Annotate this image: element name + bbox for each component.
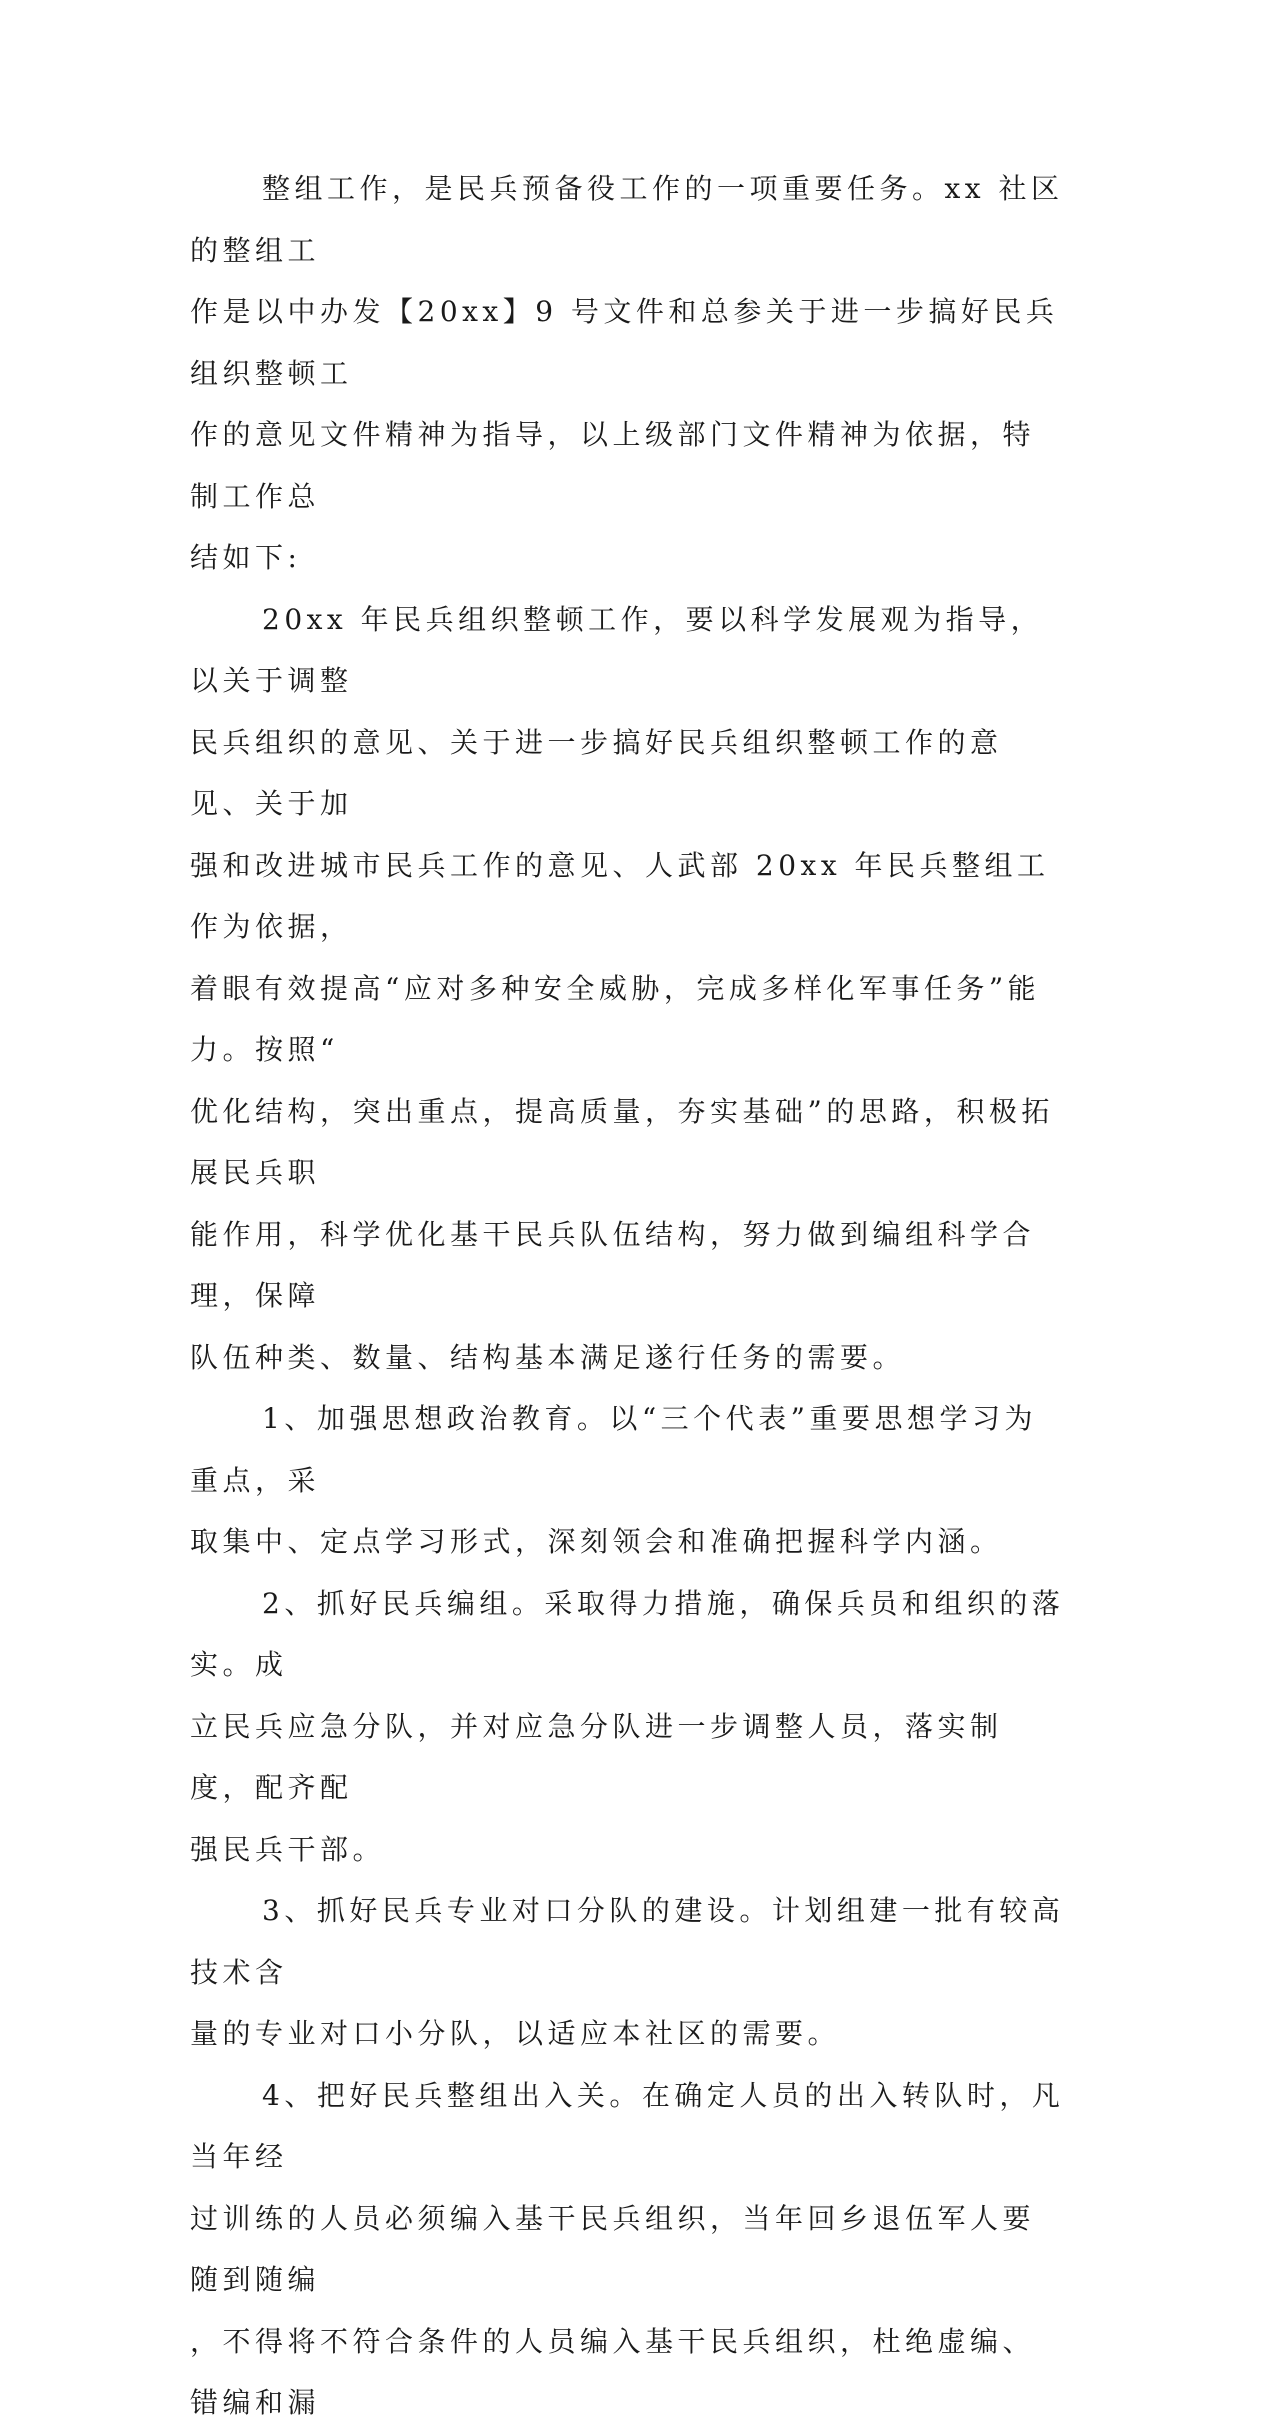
- text-line: 4、把好民兵整组出入关。在确定人员的出入转队时，凡当年经: [190, 2078, 1065, 2173]
- text-line: 优化结构，突出重点，提高质量，夯实基础”的思路，积极拓展民兵职: [190, 1094, 1054, 1189]
- paragraph-intro: [190, 158, 1065, 589]
- text-line: 结如下:: [190, 541, 302, 574]
- text-line: 队伍种类、数量、结构基本满足遂行任务的需要。: [190, 1340, 906, 1374]
- text-line: 量的专业对口小分队，以适应本社区的需要。: [190, 2017, 841, 2050]
- text-line: 作是以中办发【20xx】9 号文件和总参关于进一步搞好民兵组织整顿工: [190, 295, 1059, 390]
- paragraph-item-3: [190, 1880, 1065, 2065]
- text-line: 1、加强思想政治教育。以“三个代表”重要思想学习为重点，采: [190, 1402, 1037, 1497]
- paragraph-item-1: [190, 1388, 1065, 1573]
- text-line: 作的意见文件精神为指导，以上级部门文件精神为依据，特制工作总: [190, 418, 1036, 513]
- text-line: 立民兵应急分队，并对应急分队进一步调整人员，落实制度，配齐配: [190, 1709, 1003, 1804]
- text-line: ，不得将不符合条件的人员编入基干民兵组织，杜绝虚编、错编和漏: [190, 2324, 1036, 2419]
- text-line: 取集中、定点学习形式，深刻领会和准确把握科学内涵。: [190, 1525, 1003, 1558]
- text-line: 2、抓好民兵编组。采取得力措施，确保兵员和组织的落实。成: [190, 1586, 1065, 1681]
- text-line: 整组工作，是民兵预备役工作的一项重要任务。xx 社区的整组工: [190, 172, 1064, 267]
- text-line: 20xx 年民兵组织整顿工作，要以科学发展观为指导，以关于调整: [190, 602, 1044, 697]
- text-line: 过训练的人员必须编入基干民兵组织，当年回乡退伍军人要随到随编: [190, 2201, 1036, 2296]
- paragraph-item-2: [190, 1573, 1065, 1881]
- text-line: 能作用，科学优化基干民兵队伍结构，努力做到编组科学合理，保障: [190, 1217, 1036, 1312]
- text-line: 强和改进城市民兵工作的意见、人武部 20xx 年民兵整组工作为依据，: [190, 848, 1050, 943]
- text-line: 民兵组织的意见、关于进一步搞好民兵组织整顿工作的意见、关于加: [190, 725, 1003, 820]
- text-line: 着眼有效提高“应对多种安全威胁，完成多样化军事任务”能力。按照“: [190, 971, 1041, 1066]
- document-body: [190, 158, 1065, 2434]
- paragraph-item-4: [190, 2065, 1065, 2434]
- text-line: 3、抓好民兵专业对口分队的建设。计划组建一批有较高技术含: [190, 1894, 1065, 1989]
- paragraph-guidance: [190, 589, 1065, 1389]
- text-line: 强民兵干部。: [190, 1832, 386, 1866]
